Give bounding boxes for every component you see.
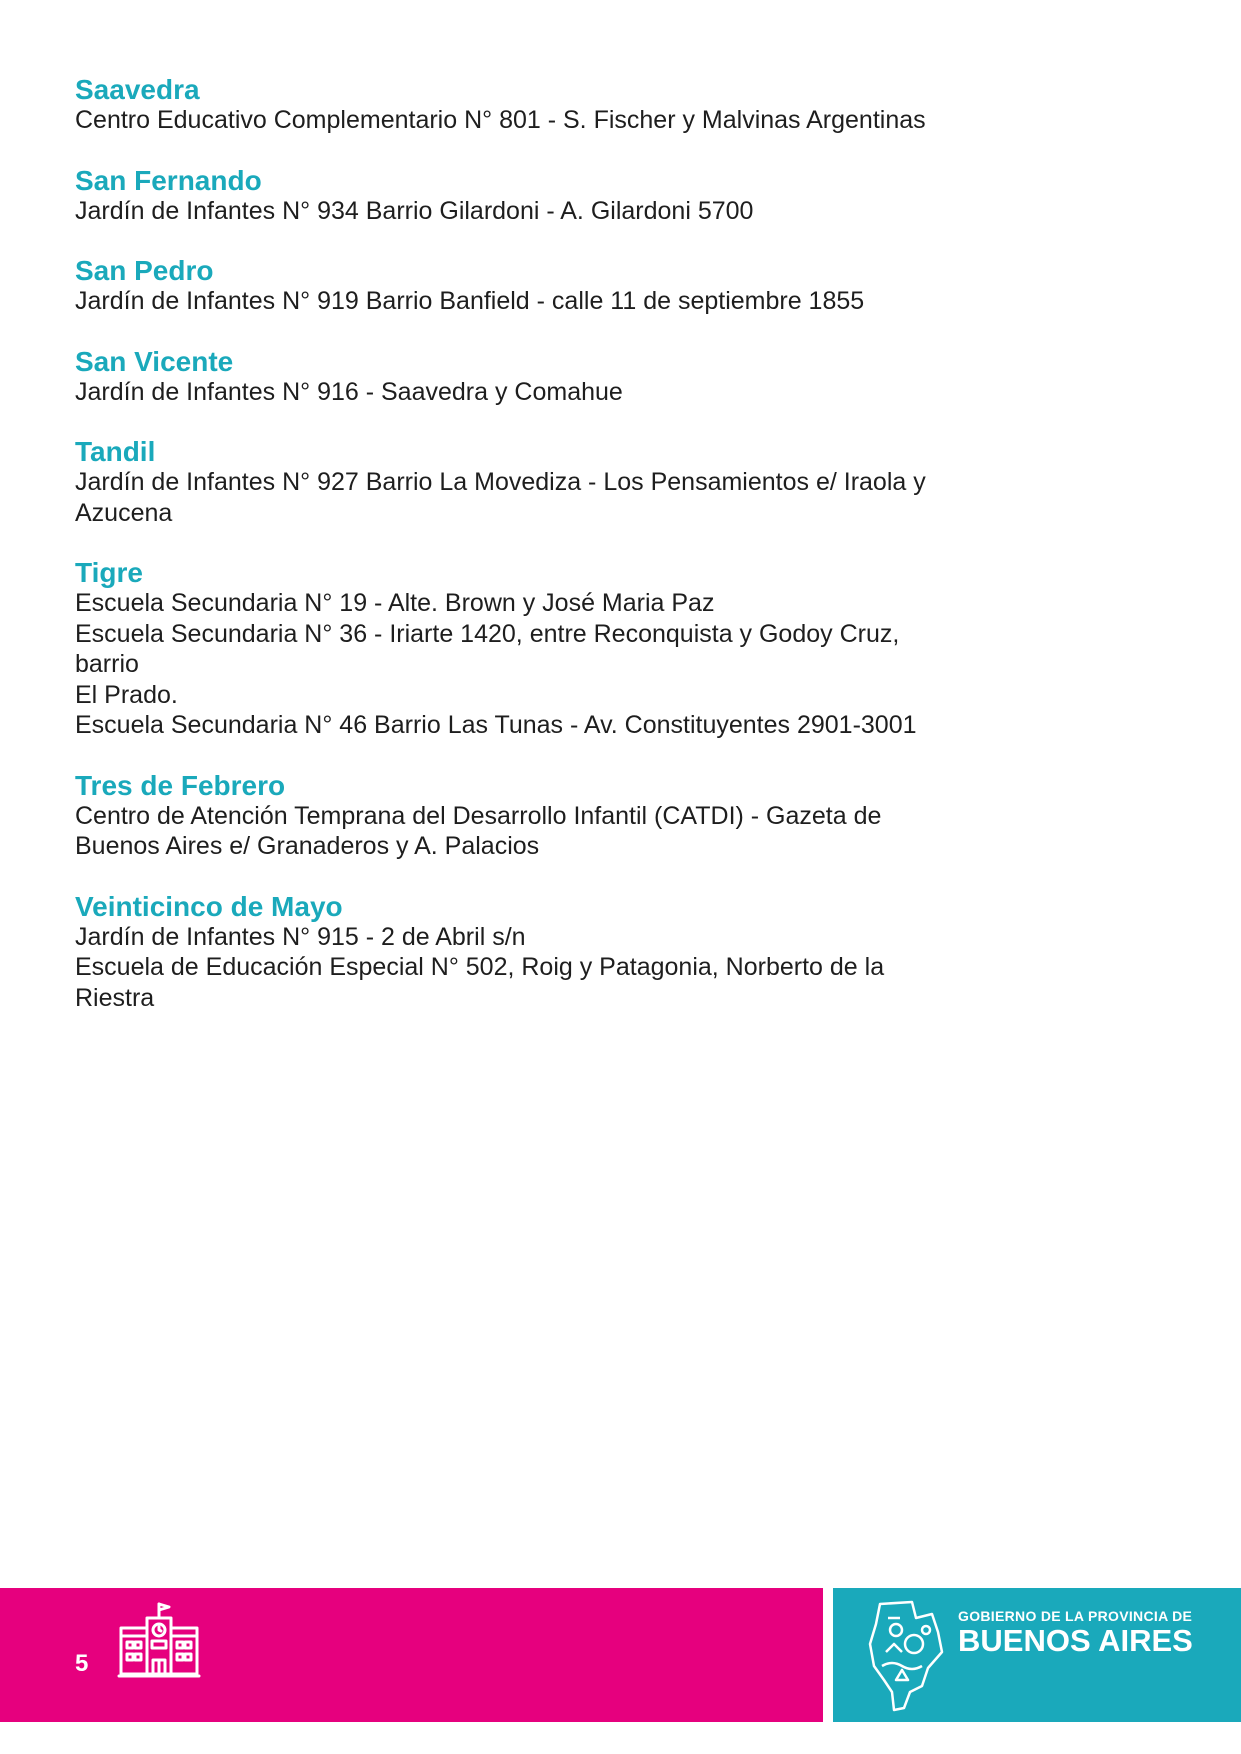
government-wordmark bbox=[958, 1608, 1193, 1658]
section-tres-de-febrero bbox=[75, 771, 955, 862]
section-title: Tandil bbox=[75, 436, 156, 467]
section-line: Buenos Aires e/ Granaderos y A. Palacios bbox=[75, 832, 540, 860]
province-map-logo-icon bbox=[866, 1600, 946, 1712]
section-san-fernando bbox=[75, 166, 955, 227]
section-line: Jardín de Infantes N° 927 Barrio La Movediza - Los Pensamientos e/ Iraola y bbox=[75, 468, 926, 496]
section-line: Jardín de Infantes N° 934 Barrio Gilardoni - A. Gilardoni 5700 bbox=[75, 196, 754, 225]
section-line: Escuela Secundaria N° 19 - Alte. Brown y José Maria Paz bbox=[75, 589, 715, 617]
section-line: El Prado. bbox=[75, 680, 178, 709]
section-veinticinco-de-mayo bbox=[75, 892, 955, 1014]
section-title: San Vicente bbox=[75, 345, 234, 377]
section-line: Escuela Secundaria N° 46 Barrio Las Tunas - Av. Constituyentes 2901-3001 bbox=[75, 711, 917, 739]
section-san-pedro bbox=[75, 256, 955, 317]
section-saavedra bbox=[75, 75, 955, 136]
school-building-icon bbox=[117, 1600, 201, 1684]
section-tandil bbox=[75, 437, 955, 528]
gov-line2: BUENOS AIRES bbox=[958, 1623, 1193, 1658]
section-title: San Pedro bbox=[75, 255, 214, 286]
section-line: Jardín de Infantes N° 915 - 2 de Abril s/n bbox=[75, 922, 526, 951]
section-title: Tigre bbox=[75, 557, 143, 588]
section-line: Jardín de Infantes N° 919 Barrio Banfield - calle 11 de septiembre 1855 bbox=[75, 287, 865, 315]
section-title: Veinticinco de Mayo bbox=[75, 890, 343, 922]
section-tigre bbox=[75, 558, 955, 741]
section-san-vicente bbox=[75, 347, 955, 408]
section-title: Tres de Febrero bbox=[75, 769, 286, 801]
section-line: Centro Educativo Complementario N° 801 - S. Fischer y Malvinas Argentinas bbox=[75, 106, 926, 134]
document-content bbox=[75, 75, 955, 1043]
gov-line1: GOBIERNO DE LA PROVINCIA DE bbox=[958, 1608, 1193, 1624]
section-line: Jardín de Infantes N° 916 - Saavedra y Comahue bbox=[75, 377, 623, 406]
section-title: San Fernando bbox=[75, 164, 262, 196]
section-title: Saavedra bbox=[75, 74, 200, 105]
page-number: 5 bbox=[75, 1650, 89, 1677]
section-line: Azucena bbox=[75, 498, 173, 527]
section-line: Escuela de Educación Especial N° 502, Roig y Patagonia, Norberto de la Riestra bbox=[75, 953, 885, 1012]
section-line: Centro de Atención Temprana del Desarrollo Infantil (CATDI) - Gazeta de bbox=[75, 801, 882, 830]
section-line: Escuela Secundaria N° 36 - Iriarte 1420, entre Reconquista y Godoy Cruz, barrio bbox=[75, 619, 900, 678]
